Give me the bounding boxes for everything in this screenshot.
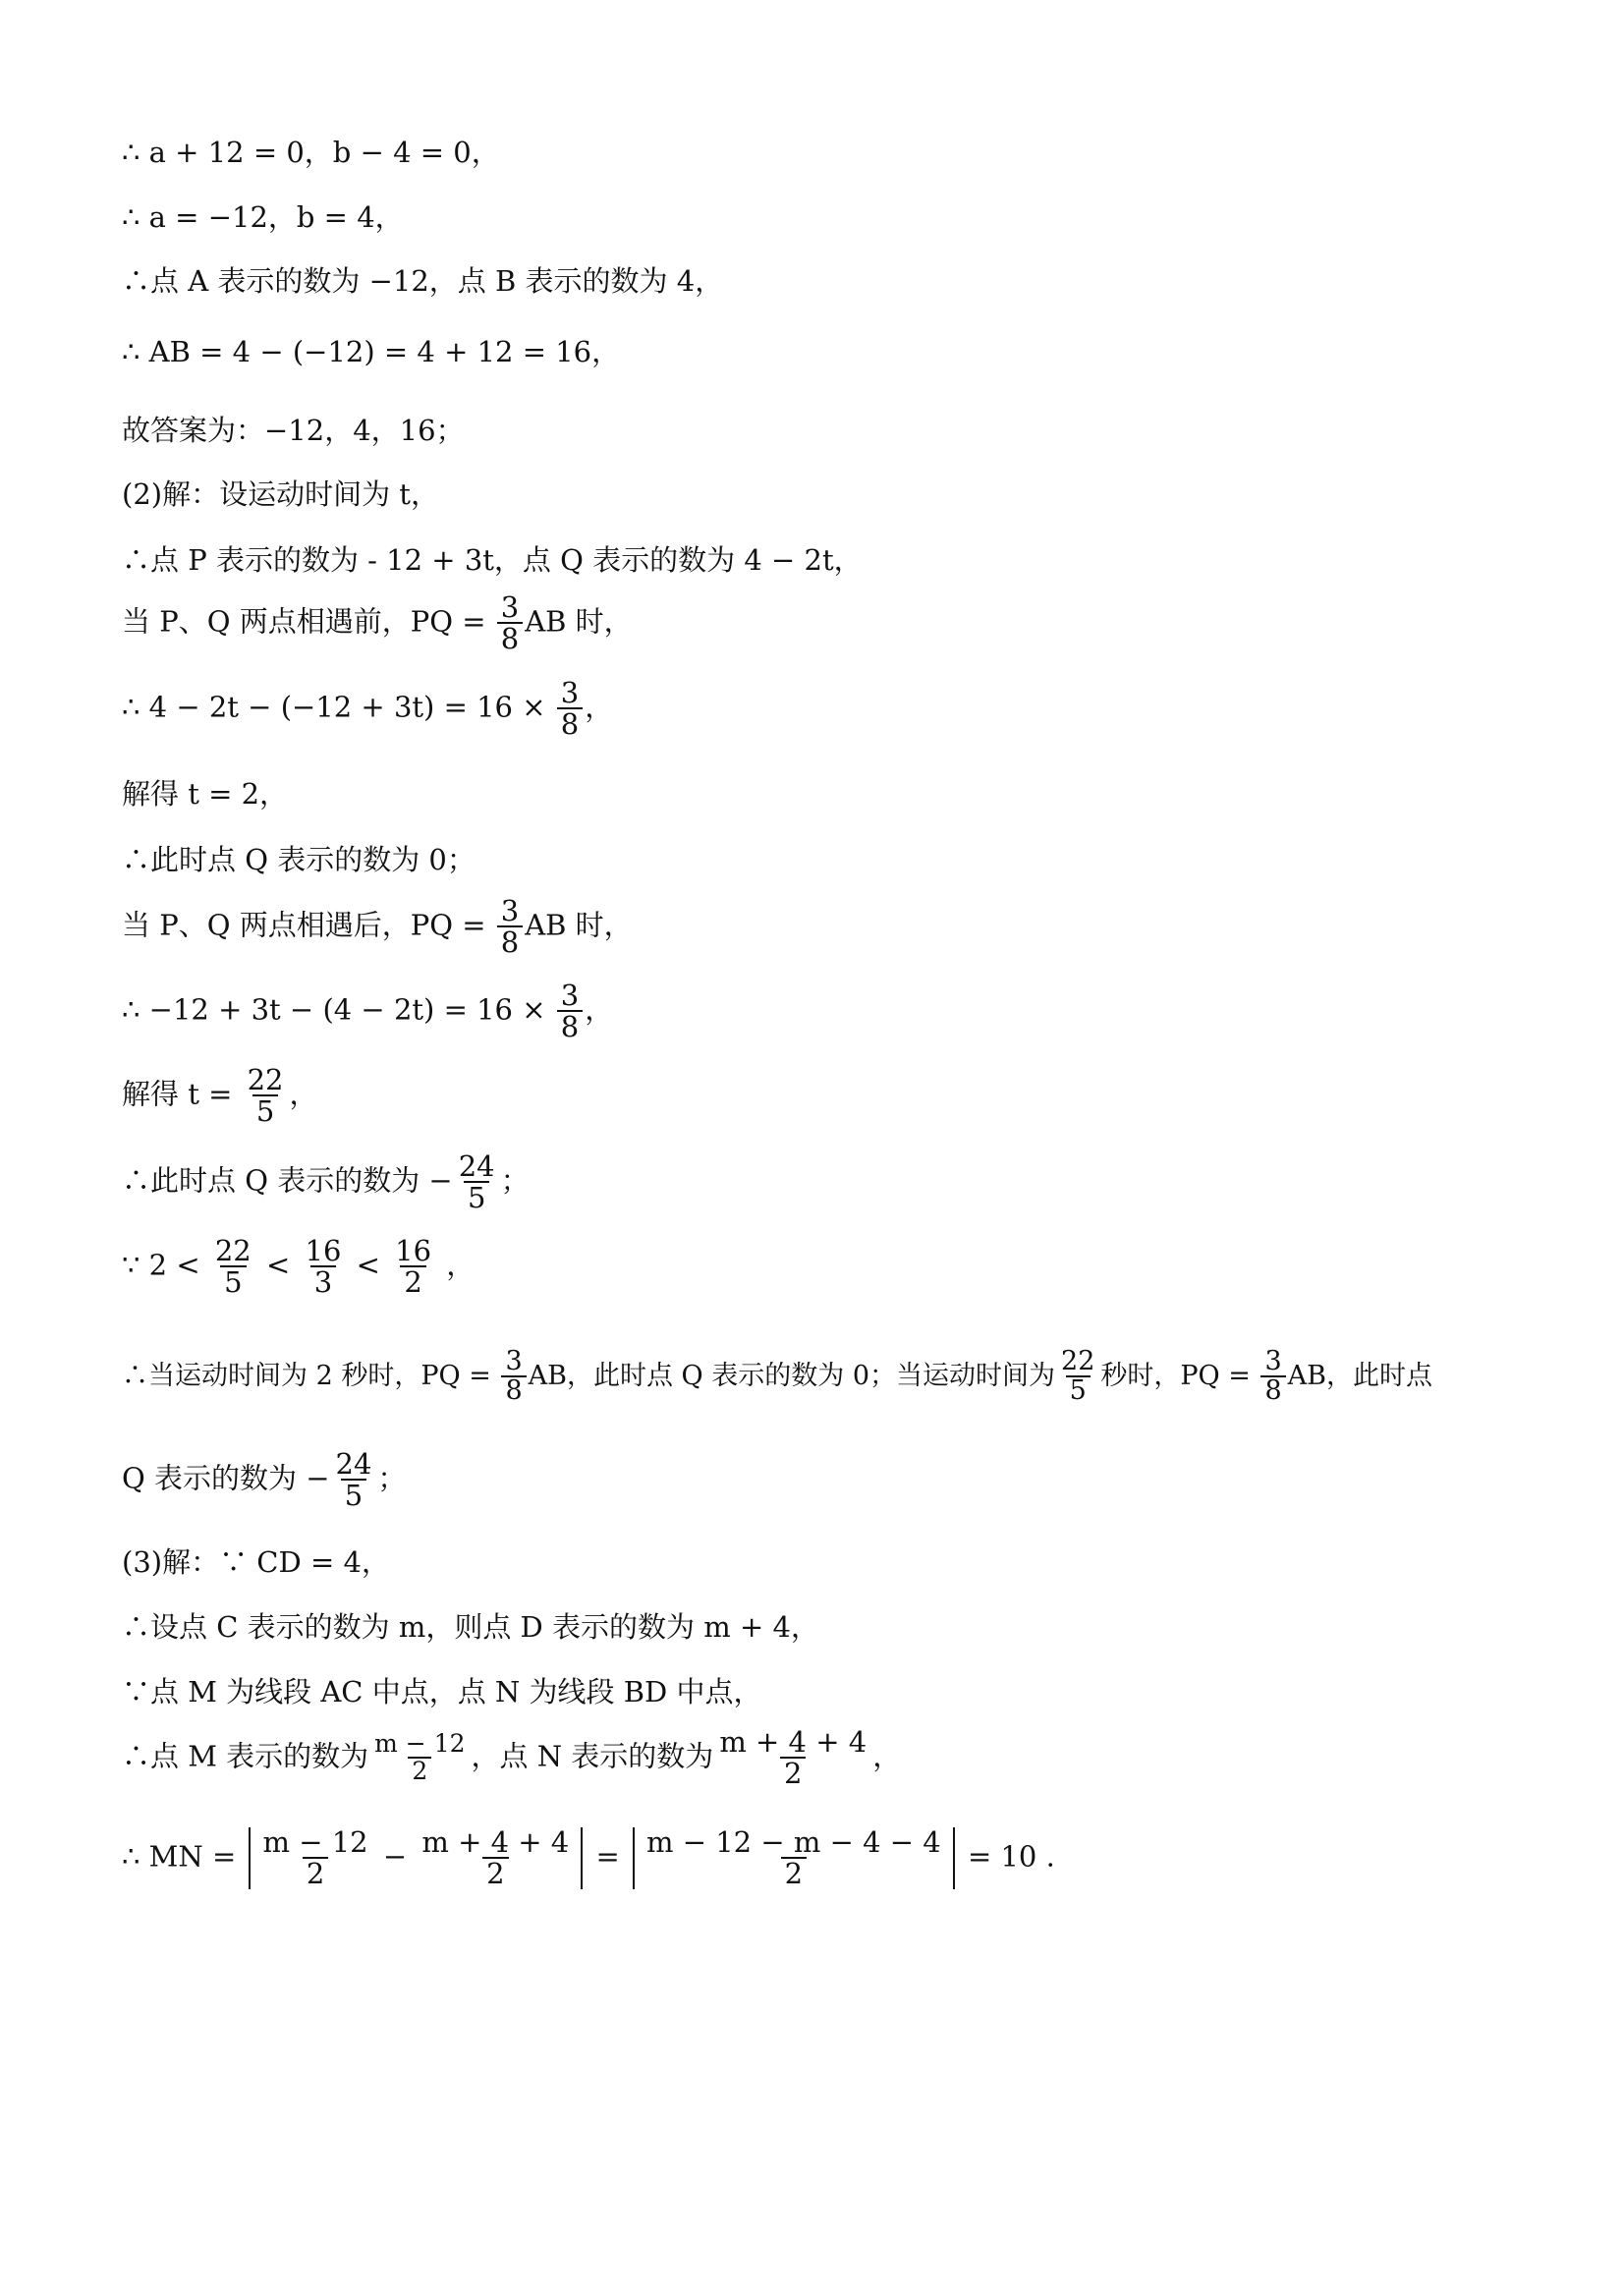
fraction: $\frac{24}{5}$ [335,1447,372,1513]
inequality-line: ∵ 2 < $\frac{22}{5}$ < $\frac{16}{3}$ < $\frac{16}{2}$ ， [122,1234,476,1300]
fraction: $\frac{22}{5}$ [1061,1346,1095,1407]
fraction: $\frac{16}{2}$ [395,1234,432,1300]
absolute-value [633,1827,955,1889]
fraction: $\frac{24}{5}$ [458,1149,495,1215]
text-line-1: ∴ a + 12 = 0，b − 4 = 0， [122,136,500,169]
text-line-9: ∴ 4 − 2t − (−12 + 3t) = 16 × $\frac{3}{8}$ ， [122,676,614,742]
fraction: $\frac{3}{8}$ [501,1348,526,1406]
text-line-2: ∴ a = −12，b = 4， [122,200,404,234]
fraction: $\frac{3}{8}$ [497,592,523,654]
text-line-14: 解得 t = $\frac{22}{5}$ ， [122,1063,318,1129]
fraction: $\frac{22}{5}$ [214,1234,252,1300]
text-line-5: 故答案为：−12，4，16； [122,414,465,447]
part3-line-3: ∵点 M 为线段 AC 中点，点 N 为线段 BD 中点， [122,1675,762,1708]
text-line-4: ∴ AB = 4 − (−12) = 4 + 12 = 16， [122,335,621,368]
text-line-6: (2)解：设运动时间为 t， [122,477,439,511]
text-line-15: ∴此时点 Q 表示的数为 − $\frac{24}{5}$ ； [122,1149,530,1215]
fraction: $\frac{16}{3}$ [305,1234,342,1300]
midpoint-line: ∴点 M 表示的数为 $\frac{m - 12}{2}$ ，点 N 表示的数为 $\frac{m + 4 + 4}{2}$ ， [122,1725,902,1791]
text-line-8: 当 P、Q 两点相遇前，PQ = $\frac{3}{8}$ AB 时， [122,590,633,656]
fraction: $\frac{3}{8}$ [557,678,583,740]
text-line-12: 当 P、Q 两点相遇后，PQ = $\frac{3}{8}$ AB 时， [122,894,633,960]
fraction: $\frac{3}{8}$ [1260,1348,1285,1406]
fraction: $\frac{m - 12}{2}$ [262,1825,368,1891]
part3-line-1: (3)解：∵ CD = 4， [122,1545,390,1579]
text-line-7: ∴点 P 表示的数为 - 12 + 3t，点 Q 表示的数为 4 − 2t， [122,543,863,577]
fraction: $\frac{3}{8}$ [557,980,583,1042]
text-line-11: ∴此时点 Q 表示的数为 0； [122,843,476,876]
fraction: $\frac{m - 12}{2}$ [374,1729,466,1786]
fraction: $\frac{m + 4 + 4}{2}$ [421,1825,570,1891]
text-line-13: ∴ −12 + 3t − (4 − 2t) = 16 × $\frac{3}{8}$ ， [122,979,614,1044]
absolute-value: $\frac{m - 12}{2}$ − $\frac{m + 4 + 4}{2}$ [249,1827,583,1889]
final-equation-line: ∴ MN = $\frac{m - 12}{2}$ − $\frac{m + 4 + 4}{2}$ = $\frac{m - 12 - m - 4 - 4}{2}$ = 10 . [122,1825,1055,1891]
fraction: $\frac{m - 12 - m - 4 - 4}{2}$ [646,1825,941,1891]
conclusion-line: ∴当运动时间为 2 秒时，PQ = $\frac{3}{8}$ AB，此时点 Q 表示的数为 0；当运动时间为 $\frac{22}{5}$ 秒时，PQ = $\frac{3}{8}$ AB，此时点 [122,1346,1433,1407]
fraction: $\frac{22}{5}$ [247,1063,284,1129]
fraction: $\frac{3}{8}$ [497,896,523,958]
part3-line-2: ∴设点 C 表示的数为 m，则点 D 表示的数为 m + 4， [122,1610,819,1644]
conclusion-line-2: Q 表示的数为 − $\frac{24}{5}$ ； [122,1447,407,1513]
text-line-10: 解得 t = 2， [122,777,289,811]
text-line-3: ∴点 A 表示的数为 −12，点 B 表示的数为 4， [122,264,724,298]
fraction: $\frac{m + 4 + 4}{2}$ [719,1725,867,1791]
